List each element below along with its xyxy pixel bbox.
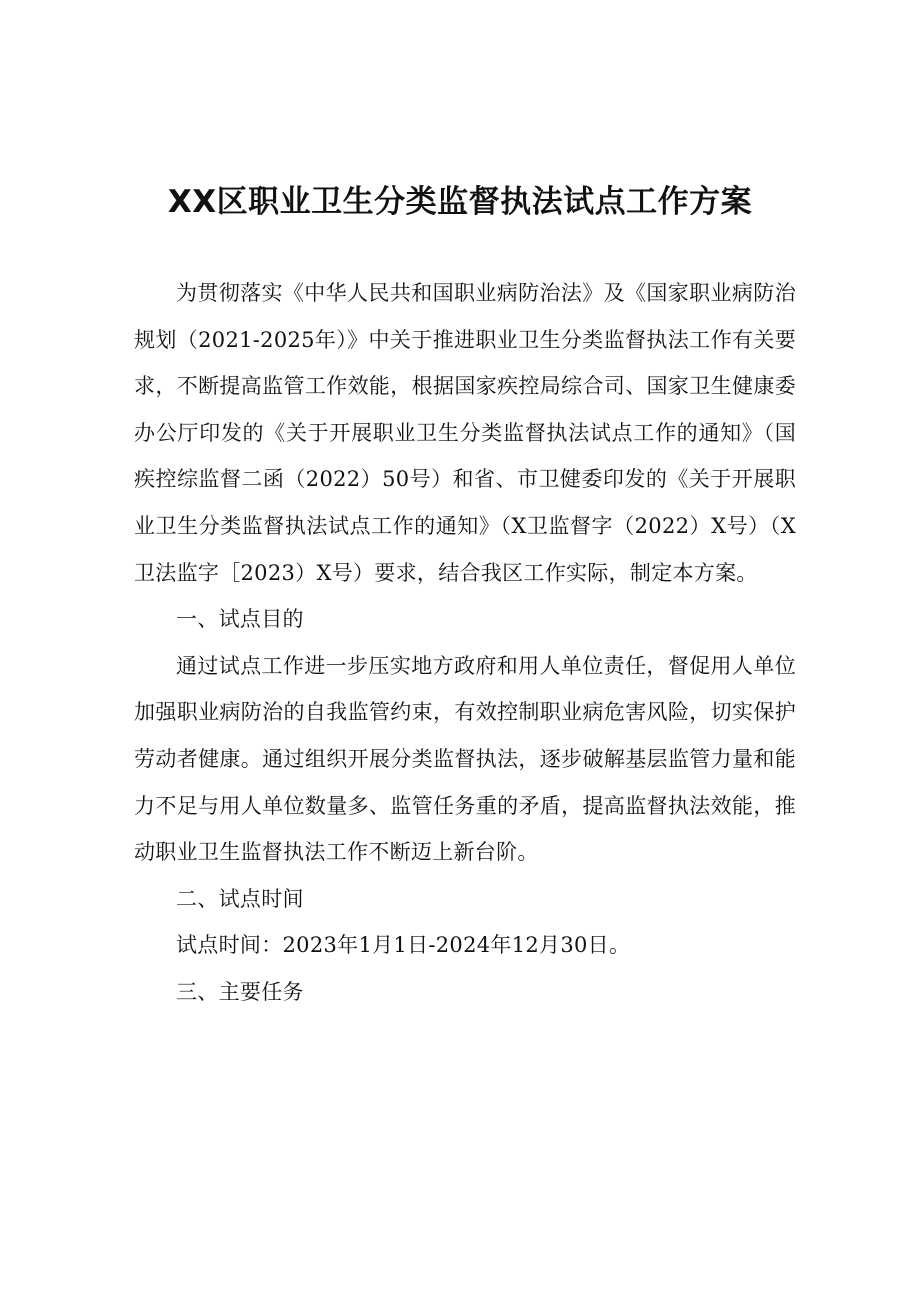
section-paragraph-time: 试点时间：2023年1月1日-2024年12月30日。 — [176, 933, 631, 958]
document-title: XX区职业卫生分类监督执法试点工作方案 — [167, 184, 753, 220]
section-paragraph-purpose: 通过试点工作进一步压实地方政府和用人单位责任，督促用人单位加强职业病防治的自我监管约束，有效控制职业病危害风险，切实保护劳动者健康。通过组织开展分类监督执法，逐步破解基层监管力量和能力不足与用人单位数量多、监管任务重的矛盾，提高监督执法效能，推动职业卫生监督执法工作不断迈上新台阶。 — [134, 653, 796, 865]
section-heading-purpose: 一、试点目的 — [176, 607, 304, 632]
intro-paragraph: 为贯彻落实《中华人民共和国职业病防治法》及《国家职业病防治规划（2021-2025年）》中关于推进职业卫生分类监督执法工作有关要求，不断提高监管工作效能，根据国家疾控局综合司、国家卫生健康委办公厅印发的《关于开展职业卫生分类监督执法试点工作的通知》（国疾控综监督二函（2022）50号）和省、市卫健委印发的《关于开展职业卫生分类监督执法试点工作的通知》（X卫监督字（2022）X号）（X卫法监字［2023）X号）要求，结合我区工作实际，制定本方案。 — [134, 281, 796, 585]
section-heading-time: 二、试点时间 — [176, 886, 304, 911]
section-heading-tasks: 三、主要任务 — [176, 979, 304, 1004]
document-body — [134, 270, 796, 1016]
